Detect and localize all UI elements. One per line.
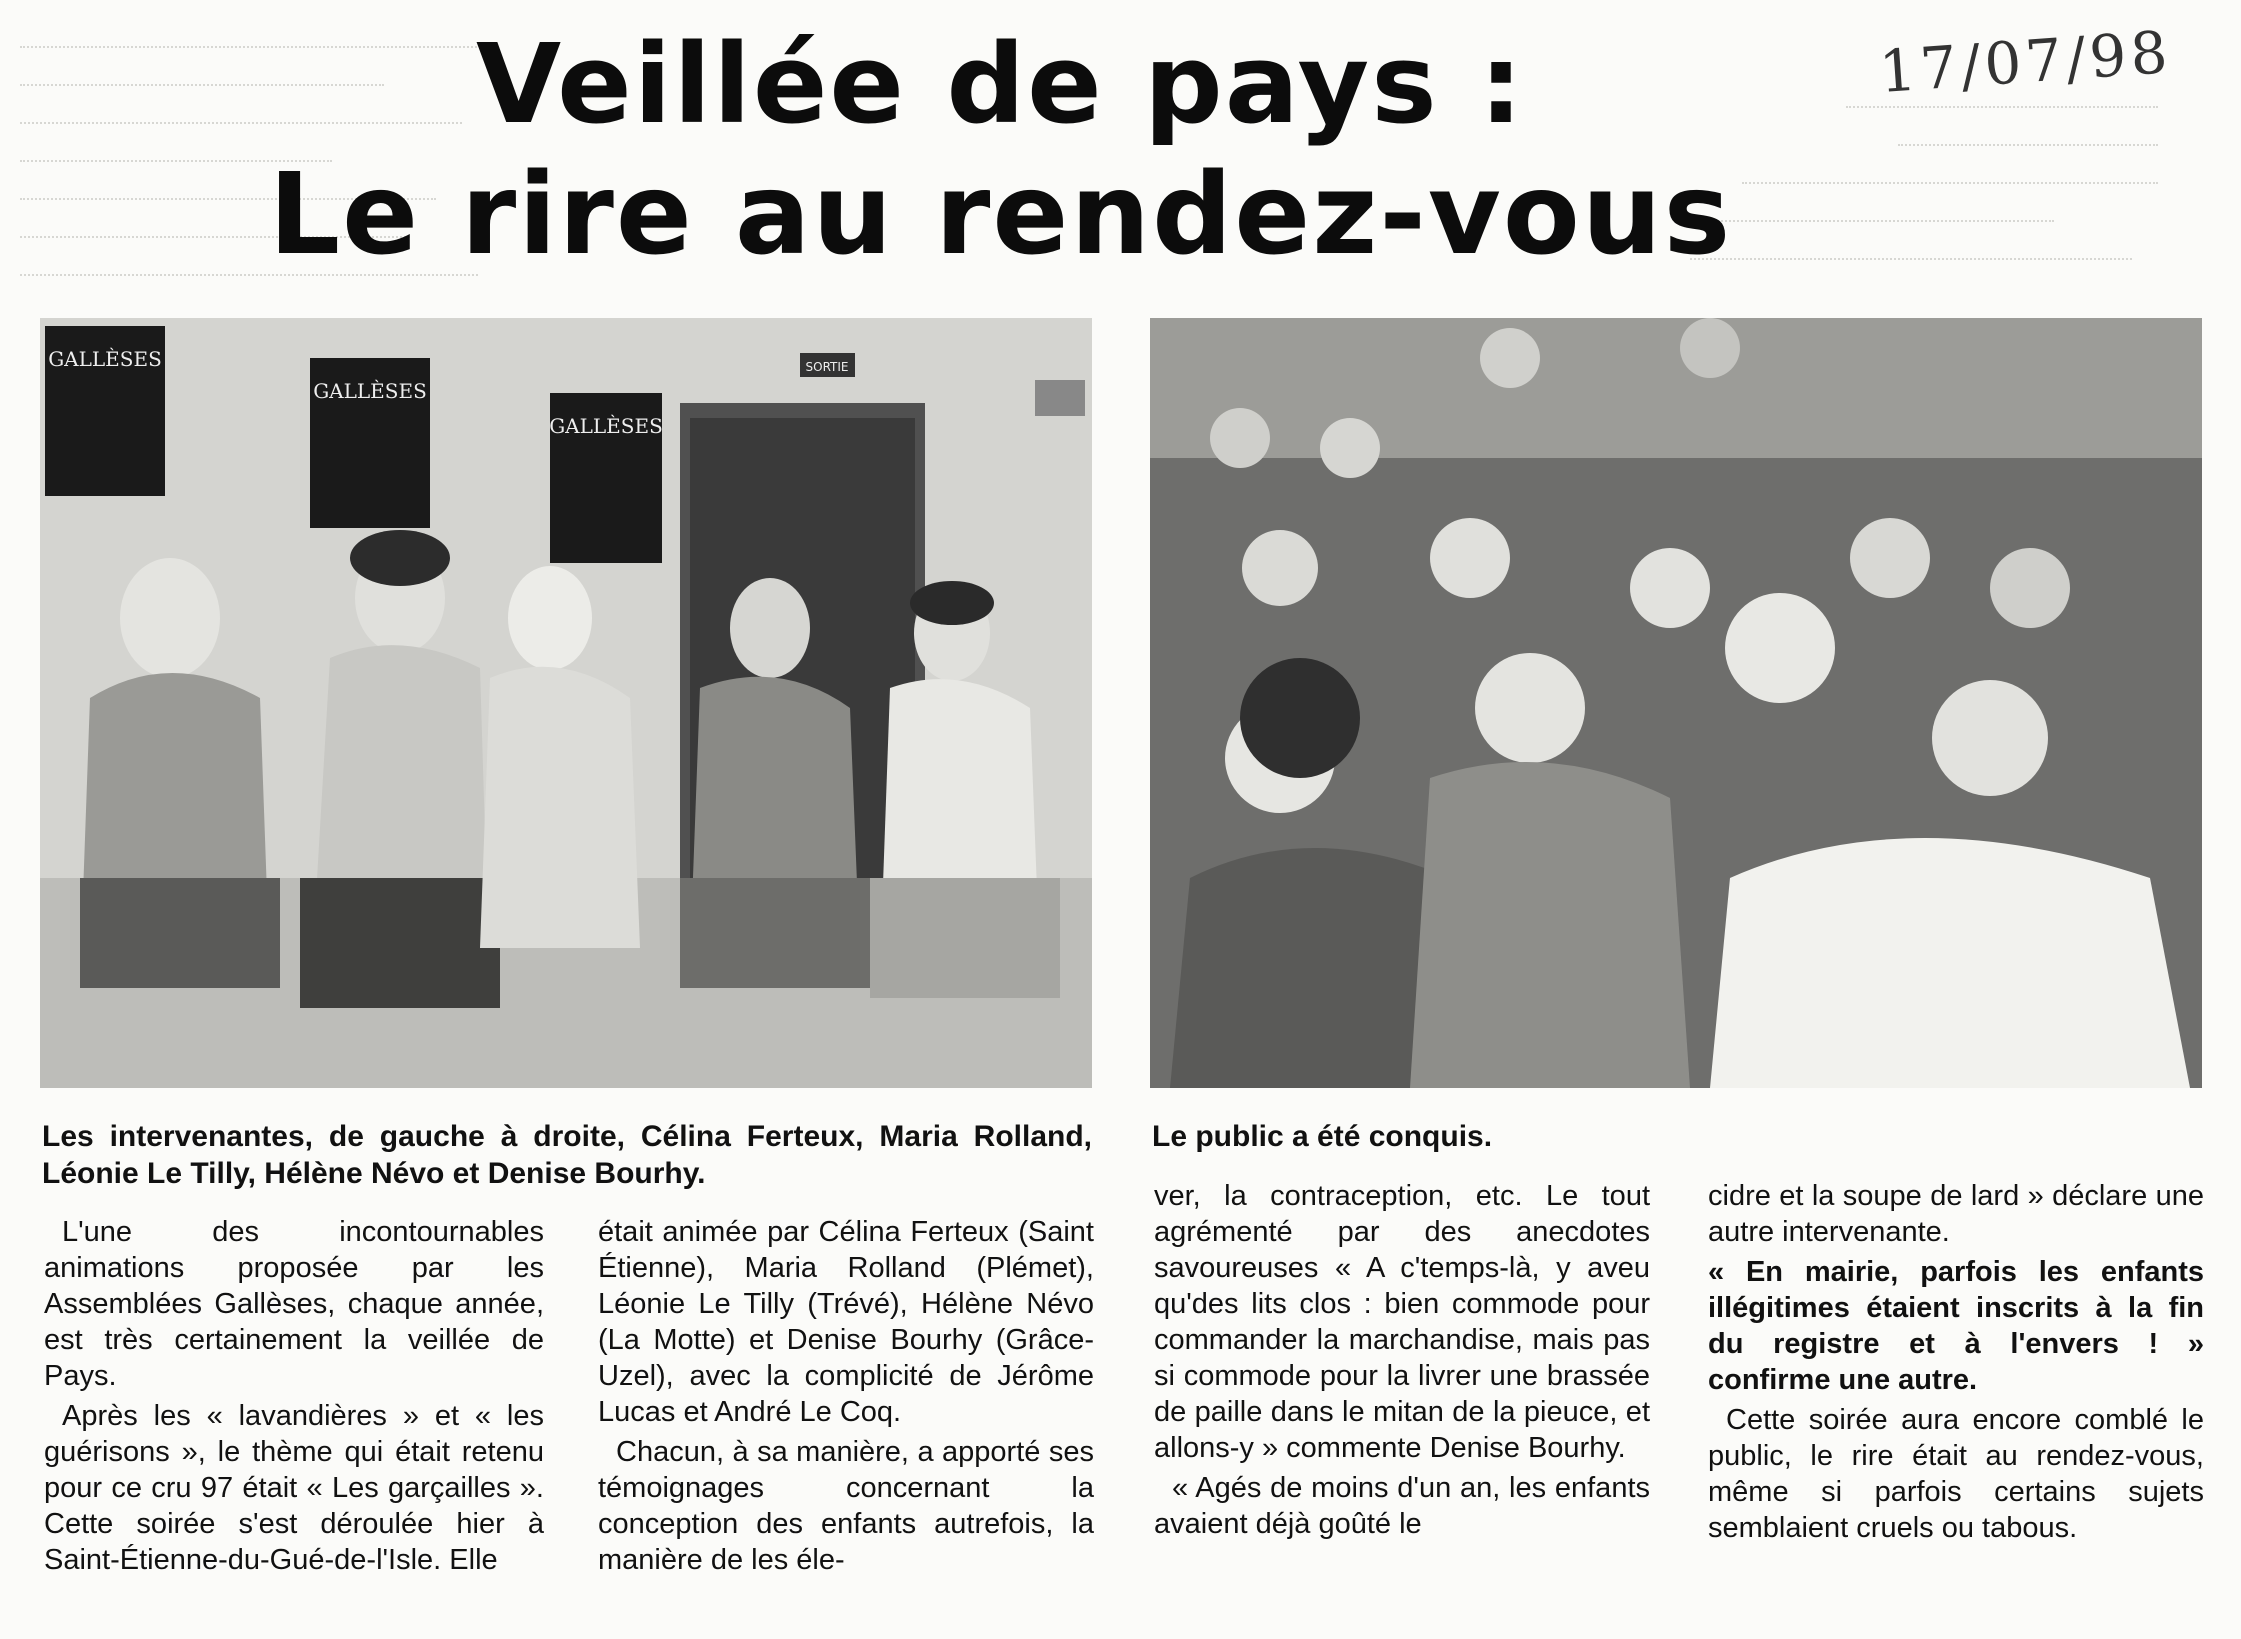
caption-speakers: Les intervenantes, de gauche à droite, Célina Ferteux, Maria Rolland, Léonie Le Tilly, Hélène Névo et Denise Bourhy. [42,1120,1092,1190]
paragraph: « Agés de moins d'un an, les enfants avaient déjà goûté le [1154,1472,1650,1540]
paragraph: ver, la contraception, etc. Le tout agrémenté par des anecdotes savoureuses « A c'temps-là, y aveu qu'des lits clos : bien commode pour commander la marchandise, mais pas si commode pour la livrer une brassée de paille dans le mitan de la pieuce, et allons-y » commente Denise Bourhy. [1154,1180,1650,1464]
poster-3 [549,393,663,563]
paragraph: Cette soirée aura encore comblé le public, le rire était au rendez-vous, même si parfois certains sujets semblaient cruels ou tabous. [1708,1404,2204,1544]
poster-2 [310,358,430,528]
svg-text:SORTIE: SORTIE [805,360,849,374]
handwritten-date: 17/07/98 [1876,17,2174,107]
poster-1 [45,326,165,496]
paragraph: Après les « lavandières » et « les guérisons », le thème qui était retenu pour ce cru 97 était « Les garçailles ». Cette soirée s'est déroulée hier à Saint-Étienne-du-Gué-de-l'Isle. Elle [44,1400,544,1576]
headline-line-1: Veillée de pays : [475,20,1526,148]
article-column-4 [1708,1178,2204,1550]
article-column-2 [598,1214,1094,1582]
paragraph: cidre et la soupe de lard » déclare une autre intervenante. [1708,1180,2204,1248]
headline-line-2: Le rire au rendez-vous [268,150,1733,280]
svg-text:GALLÈSES: GALLÈSES [313,379,427,403]
article-column-3 [1154,1178,1650,1546]
caption-audience: Le public a été conquis. [1152,1120,1493,1153]
paragraph: était animée par Célina Ferteux (Saint Étienne), Maria Rolland (Plémet), Léonie Le Tilly (Trévé), Hélène Névo (La Motte) et Denise Bourhy (Grâce-Uzel), avec la complicité de Jérôme Lucas et André Le Coq. [598,1216,1094,1428]
article-column-1 [44,1214,544,1582]
photo-speakers [40,318,1092,1088]
paragraph-emphasis: « En mairie, parfois les enfants illégitimes étaient inscrits à la fin du registre et à l'envers ! » confirme une autre. [1708,1256,2204,1396]
paragraph: Chacun, à sa manière, a apporté ses témoignages concernant la conception des enfants autrefois, la manière de les éle- [598,1436,1094,1576]
svg-text:GALLÈSES: GALLÈSES [549,414,663,438]
svg-text:GALLÈSES: GALLÈSES [48,347,162,371]
photo-audience [1150,318,2202,1088]
paragraph: L'une des incontournables animations proposée par les Assemblées Gallèses, chaque année, est très certainement la veillée de Pays. [44,1216,544,1392]
